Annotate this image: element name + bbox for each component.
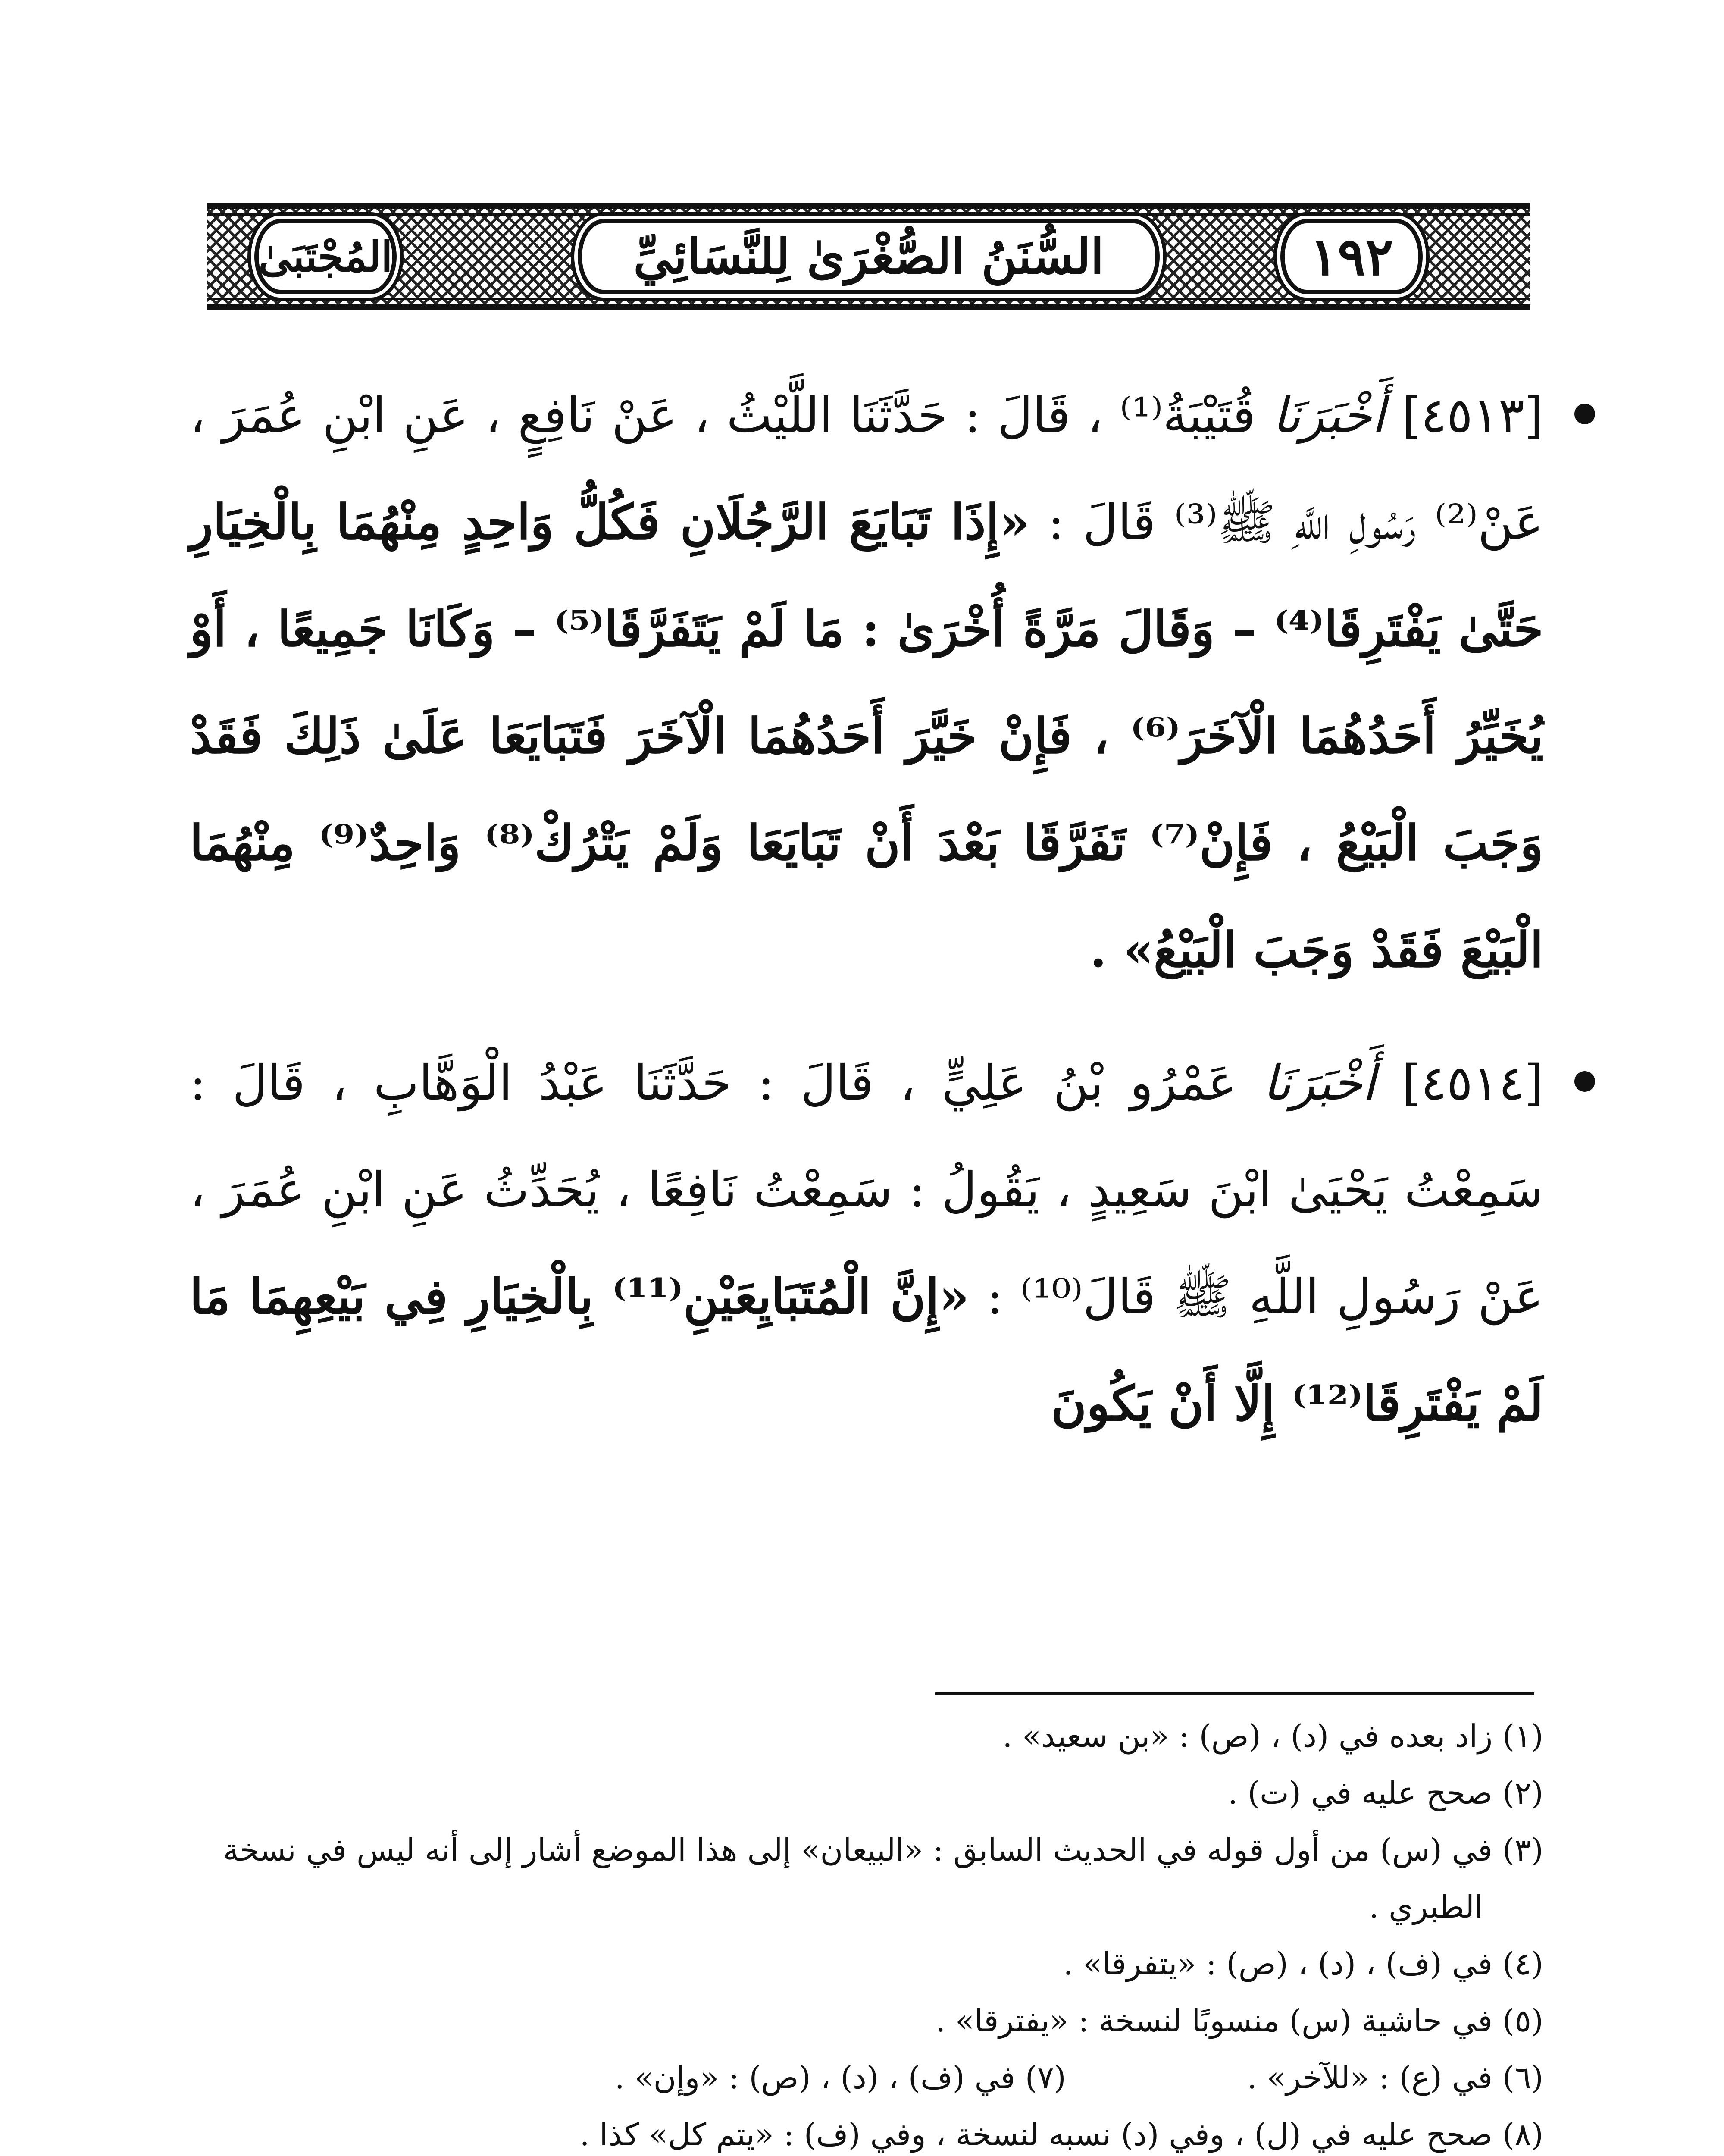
footnote-8: (٨) صحح عليه في (ل) ، وفي (د) نسبه لنسخة ، وفي (ف) : «يتم كل» كذا . [579, 2116, 1543, 2153]
footnote-2: (٢) صحح عليه في (ت) . [1228, 1775, 1543, 1811]
footnote-7: (٧) في (ف) ، (د) ، (ص) : «وإن» . [614, 2059, 1066, 2096]
hadith-matn: «إِذَا تَبَايَعَ الرَّجُلَانِ فَكُلُّ وَاحِدٍ مِنْهُمَا بِالْخِيَارِ حَتَّىٰ يَفْتَرِقَا⁽⁴⁾ – وَقَالَ مَرَّةً أُخْرَىٰ : مَا لَمْ يَتَفَرَّقَا⁽⁵⁾ – وَكَانَا جَمِيعًا ، أَوْ يُخَيِّرُ أَحَدُهُمَا الْآخَرَ⁽⁶⁾ ، فَإِنْ خَيَّرَ أَحَدُهُمَا الْآخَرَ فَتَبَايَعَا عَلَىٰ ذَلِكَ فَقَدْ وَجَبَ الْبَيْعُ ، فَإِنْ⁽⁷⁾ تَفَرَّقَا بَعْدَ أَنْ تَبَايَعَا وَلَمْ يَتْرُكْ⁽⁸⁾ وَاحِدٌ⁽⁹⁾ مِنْهُمَا الْبَيْعَ فَقَدْ وَجَبَ الْبَيْعُ» . [190, 494, 1544, 978]
footnote-5: (٥) في حاشية (س) منسوبًا لنسخة : «يفترقا» . [936, 2002, 1543, 2039]
hadith-4514 [190, 1030, 1543, 1457]
page-number [1280, 219, 1423, 294]
hadith-matn: «إِنَّ الْمُتَبَايِعَيْنِ⁽¹¹⁾ بِالْخِيَارِ فِي بَيْعِهِمَا مَا لَمْ يَفْتَرِقَا⁽¹²⁾ إِلَّا أَنْ يَكُونَ [190, 1269, 1543, 1432]
hadith-isnad: عَمْرُو بْنُ عَلِيٍّ ، قَالَ : حَدَّثَنَا عَبْدُ الْوَهَّابِ ، قَالَ : سَمِعْتُ يَحْيَىٰ ابْنَ سَعِيدٍ ، يَقُولُ : سَمِعْتُ نَافِعًا ، يُحَدِّثُ عَنِ ابْنِ عُمَرَ ، عَنْ رَسُولِ اللَّهِ ﷺ قَالَ⁽¹⁰⁾ : [190, 1055, 1544, 1325]
hadith-4513 [190, 362, 1543, 1004]
footnote-1: (١) زاد بعده في (د) ، (ص) : «بن سعيد» . [1002, 1718, 1543, 1754]
hadith-intro: أَخْبَرَنَا [1263, 1055, 1376, 1111]
footnote-separator [935, 1692, 1534, 1695]
book-subtitle [254, 219, 397, 294]
hadith-isnad: قُتَيْبَةُ⁽¹⁾ ، قَالَ : حَدَّثَنَا اللَّيْثُ ، عَنْ نَافِعٍ ، عَنِ ابْنِ عُمَرَ ، عَنْ⁽²⁾ رَسُولِ اللَّهِ ﷺ⁽³⁾ قَالَ : [190, 388, 1543, 551]
bullet-icon [1574, 1071, 1595, 1092]
footnotes [190, 1708, 1543, 2156]
hadith-number: [٤٥١٣] [1402, 388, 1543, 444]
footnote-3: (٣) في (س) من أول قوله في الحديث السابق : «البيعان» إلى هذا الموضع أشار إلى أنه ليس في نسخة الطبري . [223, 1832, 1543, 1925]
main-text [190, 362, 1543, 1483]
page-header-ornament [207, 203, 1530, 310]
book-title [578, 219, 1160, 294]
book-title-text: السُّنَنُ الصُّغْرَىٰ لِلنَّسَائِيِّ [633, 228, 1104, 285]
bullet-icon [1574, 404, 1595, 424]
footnote-row-6-7 [190, 2049, 1543, 2106]
hadith-intro: أَخْبَرَنَا [1272, 388, 1385, 444]
book-subtitle-text: المُجْتَبَىٰ [258, 232, 393, 281]
footnote-6: (٦) في (ع) : «للآخر» . [1247, 2059, 1543, 2096]
hadith-number: [٤٥١٤] [1402, 1055, 1544, 1111]
footnote-4: (٤) في (ف) ، (د) ، (ص) : «يتفرقا» . [1063, 1946, 1543, 1982]
page-number-text: ١٩٢ [1310, 226, 1393, 287]
